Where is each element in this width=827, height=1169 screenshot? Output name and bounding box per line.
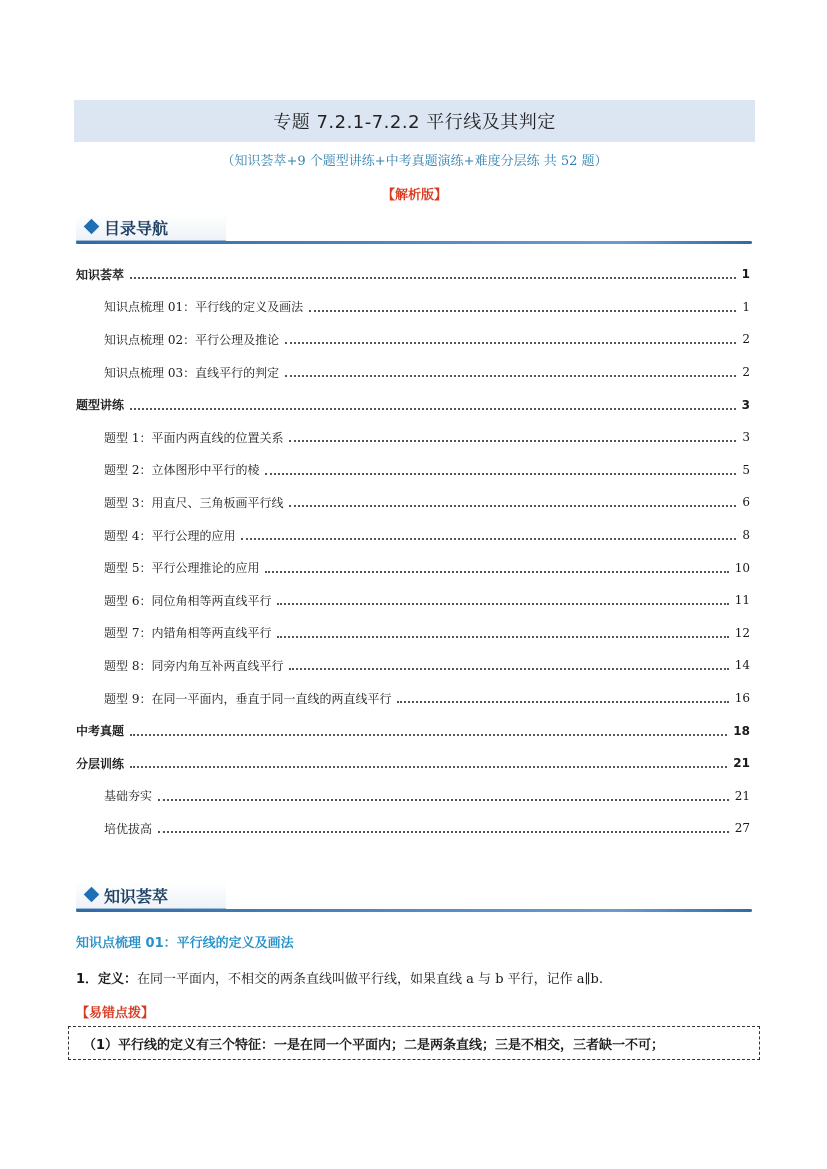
toc-entry-page: 12 [734,625,750,640]
toc-entry[interactable] [76,584,750,617]
toc-entry-page: 21 [734,788,750,803]
toc-entry[interactable] [76,682,750,715]
toc-leader-dots [130,407,736,410]
toc-leader-dots [277,635,728,638]
toc-entry[interactable] [76,617,750,650]
toc-entry[interactable] [76,714,750,747]
toc-entry[interactable] [76,454,750,487]
toc-entry-page: 18 [733,723,750,738]
toc-entry-page: 14 [734,658,750,673]
toc-entry-page: 8 [742,528,750,543]
toc-leader-dots [130,276,736,279]
toc-entry-page: 2 [742,332,750,347]
toc-entry-title: 知识点梳理 01：平行线的定义及画法 [104,298,309,315]
toc-entry[interactable] [76,258,750,291]
toc-entry-title: 题型 7：内错角相等两直线平行 [104,624,277,641]
toc-entry[interactable] [76,649,750,682]
toc-entry-page: 2 [742,365,750,380]
toc-entry-title: 题型 4：平行公理的应用 [104,527,241,544]
definition-paragraph [76,968,603,987]
note-box [68,1026,760,1060]
toc-entry-title: 题型 1：平面内两直线的位置关系 [104,429,289,446]
toc-entry-title: 知识荟萃 [76,266,130,283]
toc-leader-dots [289,439,736,442]
toc-entry[interactable] [76,519,750,552]
knowledge-point-title: 知识点梳理 01：平行线的定义及画法 [76,936,294,951]
toc-leader-dots [265,472,736,475]
tip-label: 【易错点拨】 [76,1006,155,1021]
toc-leader-dots [289,667,728,670]
knowledge-heading: 知识荟萃 [104,887,169,906]
toc-leader-dots [241,537,736,540]
toc-entry-page: 21 [733,756,750,771]
toc-entry[interactable] [76,356,750,389]
document-title: 专题 7.2.1-7.2.2 平行线及其判定 [273,112,556,133]
document-title-band [74,100,755,142]
toc-leader-dots [285,374,736,377]
toc-entry-page: 1 [742,299,750,314]
toc-entry-title: 题型 6：同位角相等两直线平行 [104,592,277,609]
table-of-contents [76,258,750,845]
toc-leader-dots [130,733,727,736]
toc-entry-page: 6 [742,495,750,510]
toc-entry-title: 题型 2：立体图形中平行的棱 [104,461,265,478]
toc-leader-dots [289,504,736,507]
toc-entry-title: 题型 3：用直尺、三角板画平行线 [104,494,289,511]
toc-entry-title: 培优拔高 [104,820,158,837]
toc-leader-dots [397,700,728,703]
toc-entry-title: 题型 8：同旁内角互补两直线平行 [104,657,289,674]
toc-entry[interactable] [76,291,750,324]
toc-entry-title: 题型 9：在同一平面内，垂直于同一直线的两直线平行 [104,690,397,707]
toc-entry-title: 知识点梳理 02：平行公理及推论 [104,331,285,348]
toc-entry[interactable] [76,812,750,845]
toc-heading: 目录导航 [104,219,169,238]
toc-entry-title: 分层训练 [76,755,130,772]
toc-entry-title: 中考真题 [76,722,130,739]
toc-entry-page: 27 [734,821,750,836]
toc-entry[interactable] [76,421,750,454]
toc-entry-page: 1 [741,267,750,282]
toc-entry[interactable] [76,486,750,519]
toc-leader-dots [158,798,729,801]
toc-leader-dots [285,341,736,344]
toc-entry-page: 5 [742,462,750,477]
toc-entry[interactable] [76,780,750,813]
definition-prefix: 1．定义： [76,972,138,987]
toc-leader-dots [277,602,728,605]
toc-entry[interactable] [76,323,750,356]
toc-leader-dots [309,309,736,312]
toc-entry-title: 基础夯实 [104,787,158,804]
definition-text: 在同一平面内，不相交的两条直线叫做平行线，如果直线 a 与 b 平行，记作 a∥b. [137,972,603,987]
toc-entry-page: 3 [742,430,750,445]
toc-leader-dots [265,570,728,573]
toc-entry-page: 10 [734,560,750,575]
document-subtitle: （知识荟萃+9 个题型讲练+中考真题演练+难度分层练 共 52 题） [221,154,608,169]
toc-section-header [76,214,752,244]
toc-entry-title: 题型讲练 [76,396,130,413]
note-text: （1）平行线的定义有三个特征：一是在同一个平面内；二是两条直线；三是不相交，三者缺一不可； [83,1037,665,1053]
toc-entry-title: 知识点梳理 03：直线平行的判定 [104,364,285,381]
toc-entry-title: 题型 5：平行公理推论的应用 [104,559,265,576]
toc-leader-dots [130,765,727,768]
section-divider [76,241,752,244]
section-divider [76,909,752,912]
toc-leader-dots [158,830,729,833]
knowledge-section-header [76,882,752,912]
toc-entry-page: 3 [741,397,750,412]
toc-entry[interactable] [76,551,750,584]
edition-label: 【解析版】 [381,188,447,203]
toc-entry-page: 16 [734,691,750,706]
toc-entry-page: 11 [734,593,750,608]
toc-entry[interactable] [76,388,750,421]
toc-entry[interactable] [76,747,750,780]
